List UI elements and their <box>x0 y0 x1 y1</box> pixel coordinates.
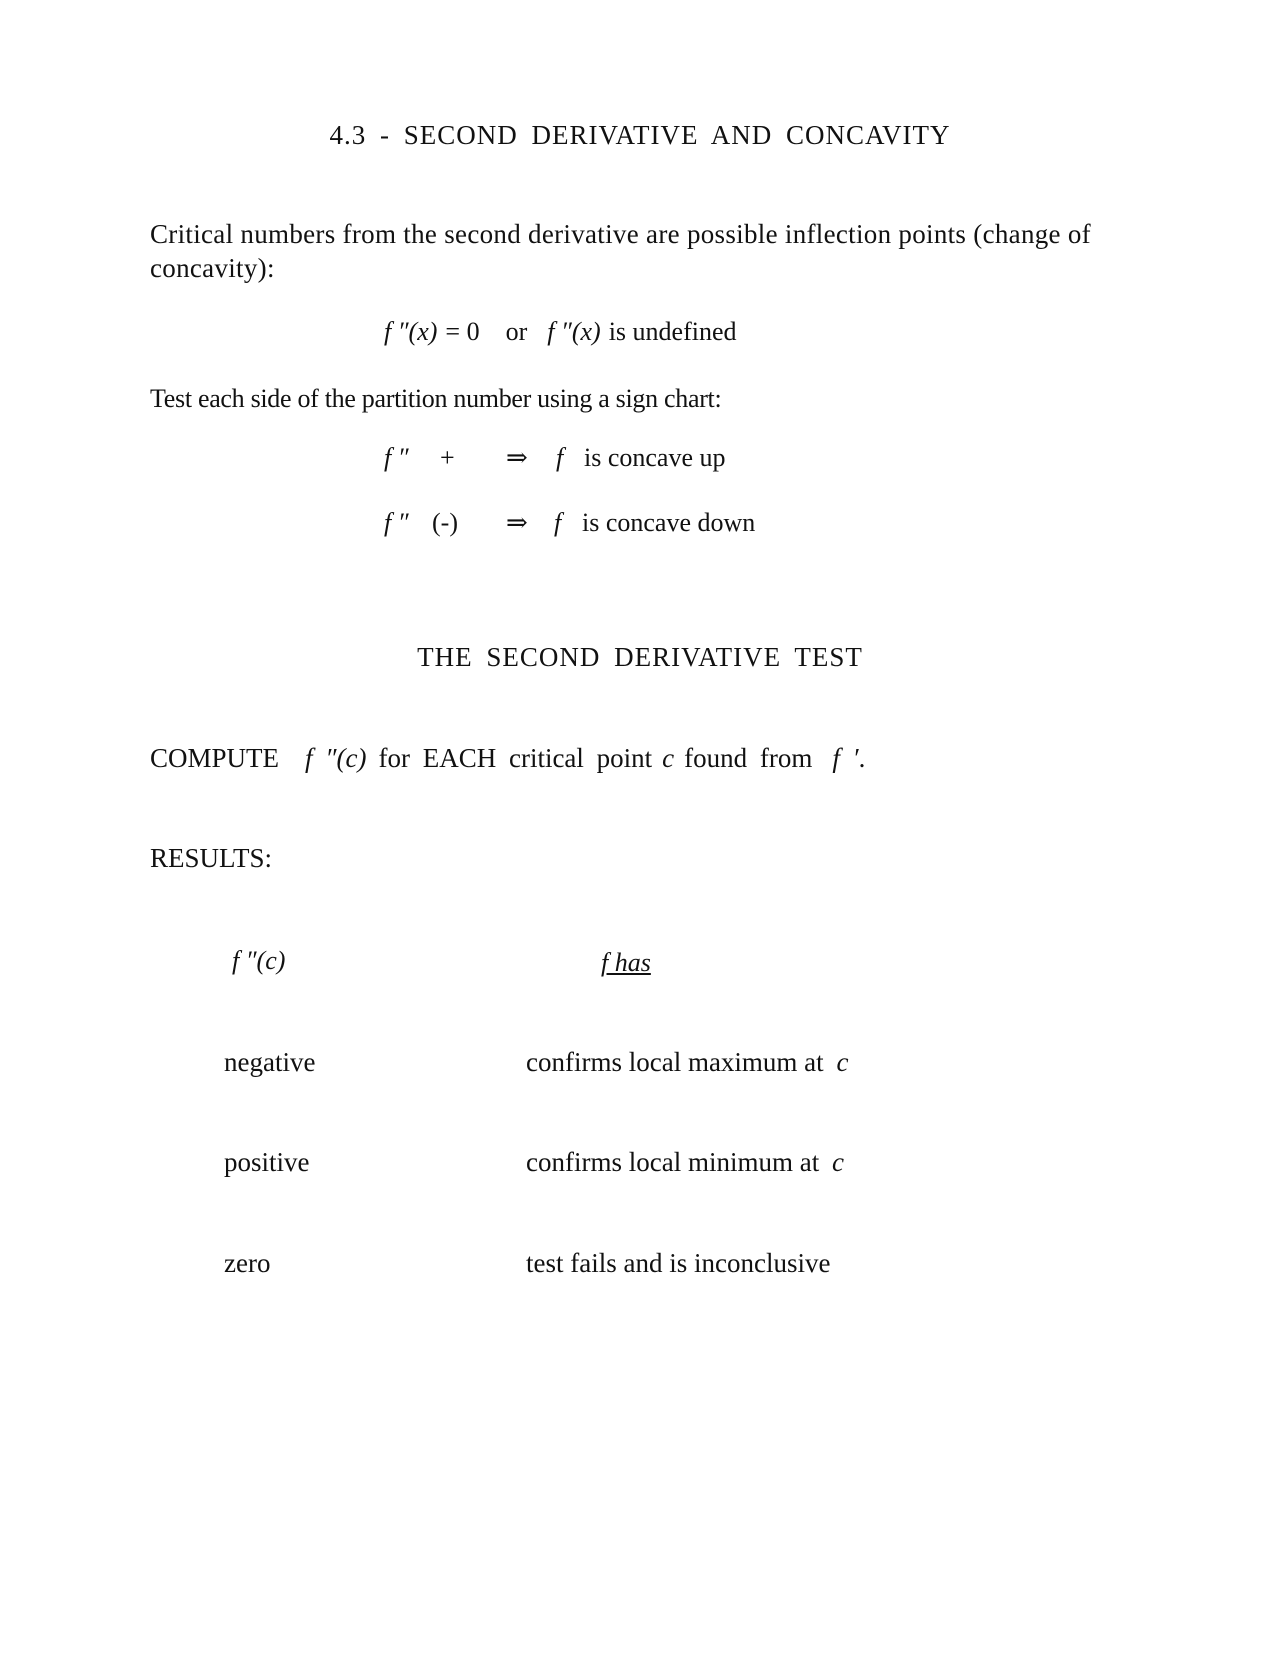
result-value-zero: zero <box>224 1248 271 1278</box>
sign-row-sign: (-) <box>432 508 458 537</box>
sign-row-f: f <box>554 508 562 537</box>
condition-zero-lhs: f ″(x) <box>384 317 438 346</box>
compute-period: . <box>858 743 866 773</box>
second-derivative-test-heading: THE SECOND DERIVATIVE TEST <box>417 642 863 672</box>
condition-undef-rhs: is undefined <box>608 317 737 346</box>
results-col-fpp-header: f ″(c) <box>232 946 286 975</box>
compute-expr: f ″(c) <box>305 743 367 773</box>
compute-end: found from <box>684 743 813 773</box>
sign-row-sign: + <box>440 443 455 472</box>
result-outcome-zero: test fails and is inconclusive <box>526 1248 831 1278</box>
result-outcome-text: confirms local minimum at <box>526 1147 820 1177</box>
compute-mid: for EACH critical point <box>378 743 653 773</box>
sign-chart-text: Test each side of the partition number using a sign chart: <box>150 384 722 413</box>
results-label: RESULTS: <box>150 843 273 873</box>
result-outcome-negative <box>526 1047 848 1078</box>
sign-row-result: is concave up <box>584 443 726 472</box>
page-title: 4.3 - SECOND DERIVATIVE AND CONCAVITY <box>329 120 951 150</box>
sign-row-fpp: f ″ <box>384 508 409 537</box>
condition-undef-lhs: f ″(x) <box>547 317 601 346</box>
condition-or: or <box>505 317 528 346</box>
results-col-f-has-header <box>601 948 651 978</box>
critical-condition-line <box>384 317 745 347</box>
sign-row-f: f <box>556 443 564 472</box>
f-has-text: f has <box>601 948 651 977</box>
compute-instruction <box>150 743 865 774</box>
compute-var: c <box>662 743 675 773</box>
sign-row-fpp: f ″ <box>384 443 409 472</box>
result-value-positive: positive <box>224 1147 310 1177</box>
implies-arrow-icon: ⇒ <box>506 443 528 472</box>
critical-numbers-text: Critical numbers from the second derivative are possible inflection points (change of concavity): <box>150 219 1091 283</box>
sign-row-result: is concave down <box>582 508 756 537</box>
result-outcome-positive <box>526 1147 844 1178</box>
result-outcome-var: c <box>831 1147 844 1177</box>
compute-fprime: f ′ <box>832 743 859 773</box>
result-value-negative: negative <box>224 1047 316 1077</box>
implies-arrow-icon: ⇒ <box>506 508 528 537</box>
result-outcome-text: confirms local maximum at <box>526 1047 824 1077</box>
result-outcome-var: c <box>836 1047 849 1077</box>
condition-zero-rhs: = 0 <box>445 317 480 346</box>
compute-word: COMPUTE <box>150 743 280 773</box>
